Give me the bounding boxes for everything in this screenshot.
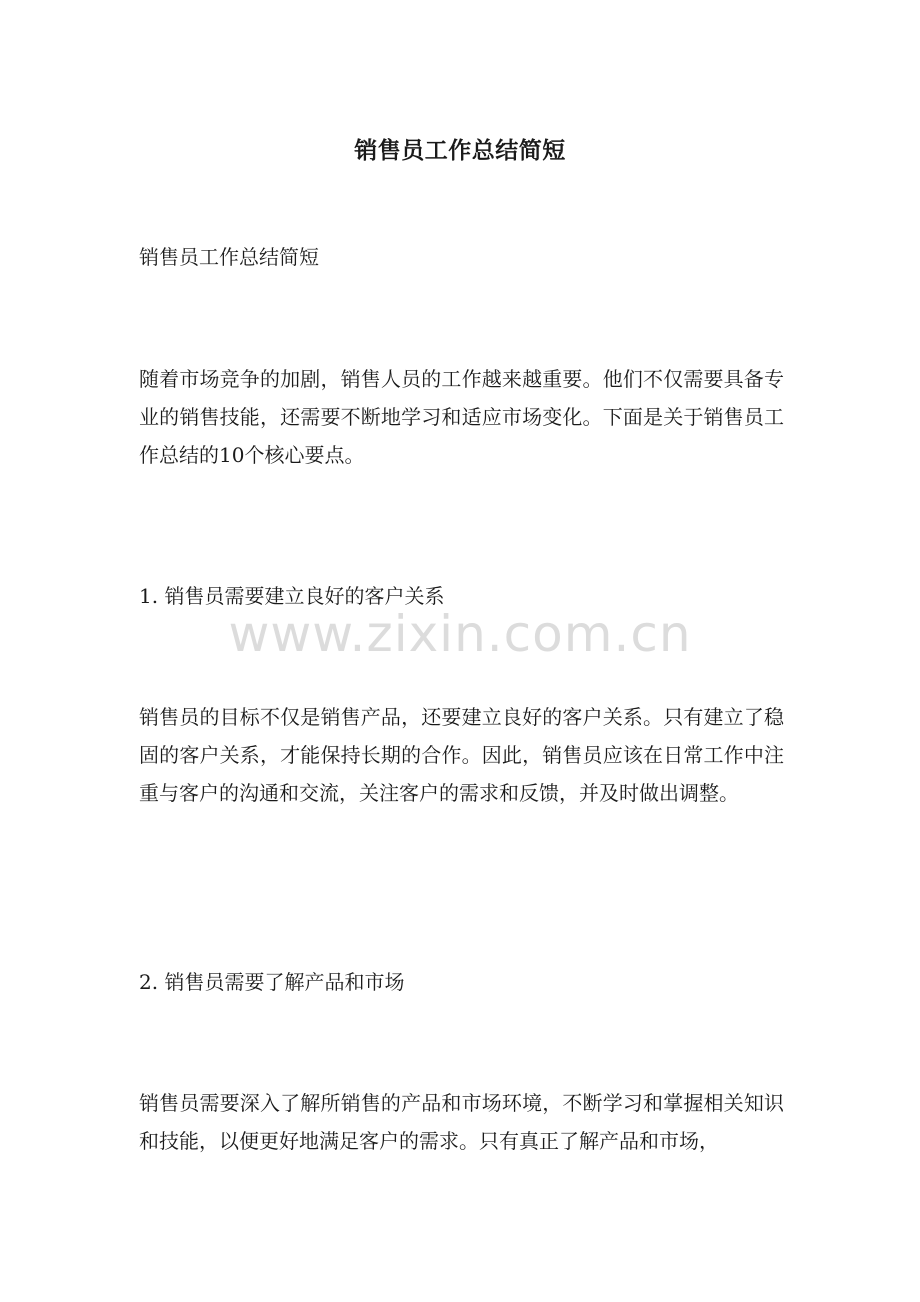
section-1-heading: 1. 销售员需要建立良好的客户关系 bbox=[139, 584, 445, 608]
section-2-heading: 2. 销售员需要了解产品和市场 bbox=[139, 970, 405, 994]
section-1-paragraph: 销售员的目标不仅是销售产品，还要建立良好的客户关系。只有建立了稳固的客户关系，才能保持长期的合作。因此，销售员应该在日常工作中注重与客户的沟通和交流，关注客户的需求和反馈，并及时做出调整。 bbox=[139, 705, 784, 805]
section-2-paragraph: 销售员需要深入了解所销售的产品和市场环境，不断学习和掌握相关知识和技能，以便更好地满足客户的需求。只有真正了解产品和市场， bbox=[139, 1091, 784, 1153]
intro-paragraph: 随着市场竞争的加剧，销售人员的工作越来越重要。他们不仅需要具备专业的销售技能，还需要不断地学习和适应市场变化。下面是关于销售员工作总结的10个核心要点。 bbox=[139, 367, 784, 467]
document-subtitle: 销售员工作总结简短 bbox=[139, 245, 319, 269]
watermark-text: www.zixin.com.cn bbox=[228, 605, 692, 663]
document-title: 销售员工作总结简短 bbox=[354, 137, 566, 165]
